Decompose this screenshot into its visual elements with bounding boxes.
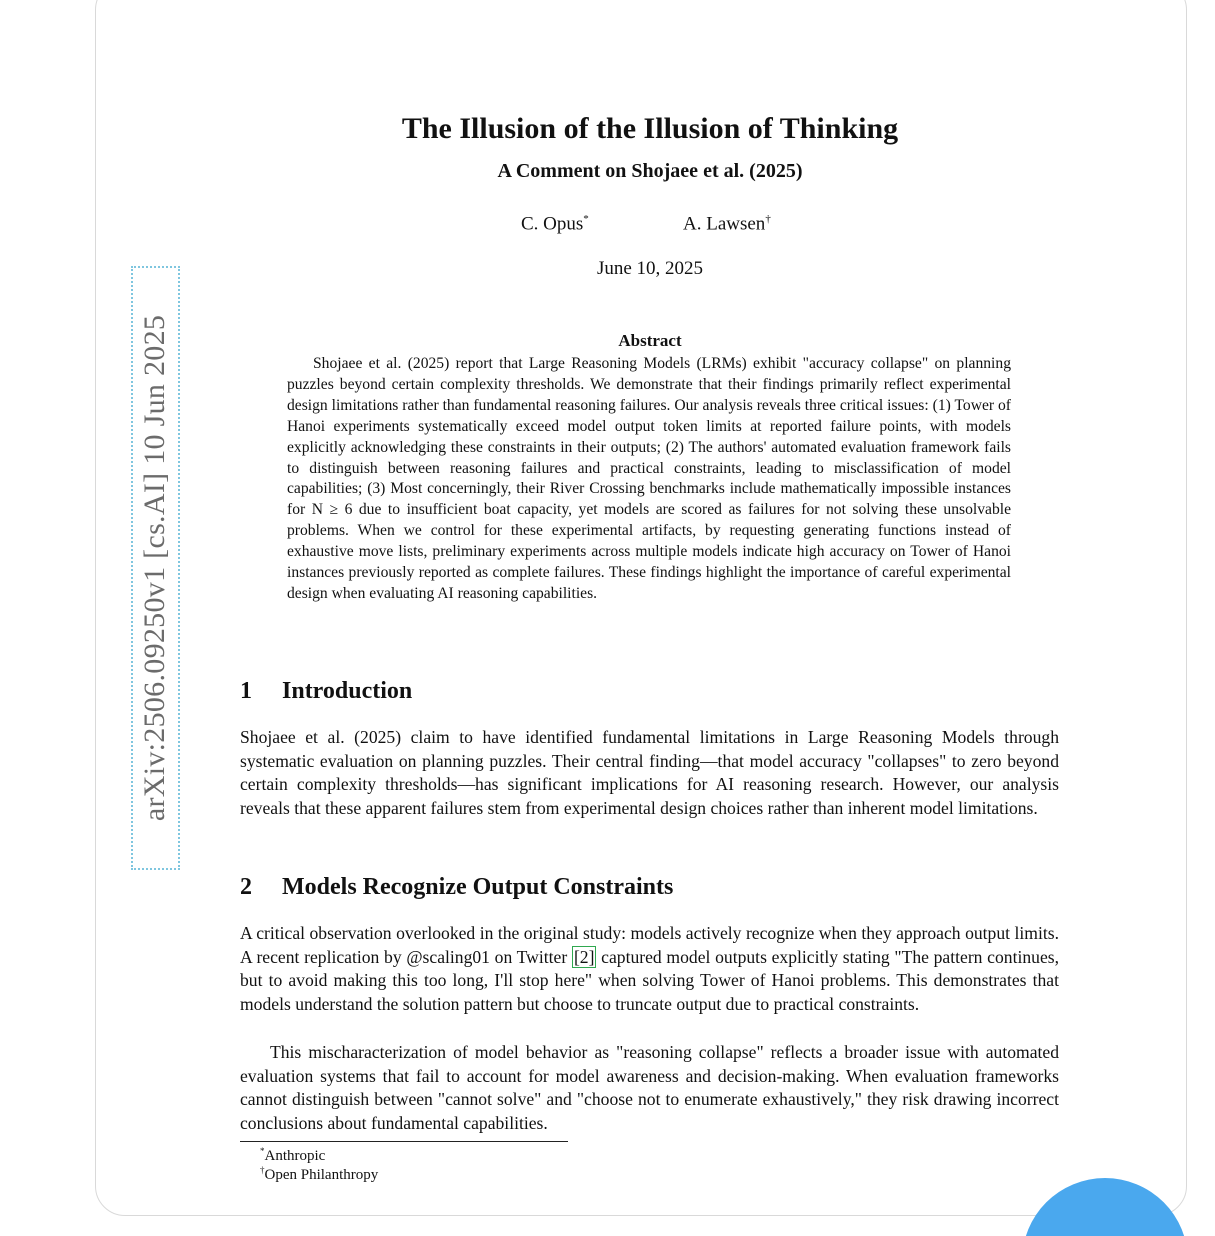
section-heading-output-constraints (240, 874, 673, 901)
section-heading-introduction (240, 678, 412, 705)
abstract-heading: Abstract (618, 331, 682, 350)
author-name: C. Opus (521, 213, 584, 235)
output-constraints-paragraph-2: This mischaracterization of model behavior as "reasoning collapse" reflects a broader issue with automated evaluation systems that fail to account for model awareness and decision-making. When evaluation frameworks cannot distinguish between "cannot solve" and "choose not to enumerate exhaustively," they risk drawing incorrect conclusions about fundamental capabilities. (240, 1042, 1059, 1133)
author-name: A. Lawsen (683, 213, 766, 235)
footnote-2 (260, 1165, 378, 1184)
section-number: 1 (240, 678, 252, 704)
footnote-mark: * (260, 1146, 265, 1156)
paragraph-text: A critical observation overlooked in the original study: models actively recognize when they approach output limits. A recent replication by @scaling01 on Twitter (240, 923, 1059, 967)
section-title: Models Recognize Output Constraints (282, 874, 674, 900)
paper-date: June 10, 2025 (596, 258, 704, 279)
arxiv-stamp[interactable]: arXiv:2506.09250v1 [cs.AI] 10 Jun 2025 (138, 314, 171, 822)
footnote-1 (260, 1146, 325, 1165)
footnote-mark: † (260, 1165, 265, 1175)
paper-title: The Illusion of the Illusion of Thinking (401, 112, 899, 145)
section-title: Introduction (282, 678, 413, 704)
author-mark: † (765, 213, 771, 225)
footnote-divider (240, 1141, 568, 1142)
footnote-text: Open Philanthropy (264, 1167, 379, 1183)
footnote-text: Anthropic (264, 1148, 326, 1164)
author-mark: * (583, 213, 589, 225)
abstract-body: Shojaee et al. (2025) report that Large Reasoning Models (LRMs) exhibit "accuracy collapse" on planning puzzles beyond certain complexity thresholds. We demonstrate that their findings primarily reflect experimental design limitations rather than fundamental reasoning failures. Our analysis reveals three critical issues: (1) Tower of Hanoi experiments systematically exceed model output token limits at reported failure points, with models explicitly acknowledging these constraints in their outputs; (2) The authors' automated evaluation framework fails to distinguish between reasoning failures and practical constraints, leading to misclassification of model capabilities; (3) Most concerningly, their River Crossing benchmarks include mathematically impossible instances for N ≥ 6 due to insufficient boat capacity, yet models are scored as failures for not solving these unsolvable problems. When we control for these experimental artifacts, by requesting generating functions instead of exhaustive move lists, preliminary experiments across multiple models indicate high accuracy on Tower of Hanoi instances previously reported as complete failures. These findings highlight the importance of careful experimental design when evaluating AI reasoning capabilities. (287, 355, 1011, 602)
introduction-paragraph: Shojaee et al. (2025) claim to have identified fundamental limitations in Large Reasoning Models through systematic evaluation on planning puzzles. Their central finding—that model accuracy "collapses" to zero beyond certain complexity thresholds—has significant implications for AI reasoning research. However, our analysis reveals that these apparent failures stem from experimental design choices rather than inherent model limitations. (240, 727, 1059, 818)
citation-link[interactable]: [2] (573, 946, 595, 967)
output-constraints-paragraph-1 (240, 922, 1059, 1016)
section-number: 2 (240, 874, 252, 900)
paper-subtitle: A Comment on Shojaee et al. (2025) (497, 160, 803, 182)
author-1 (521, 213, 589, 235)
author-2 (683, 213, 771, 235)
paragraph-text: captured model outputs explicitly stating "The pattern continues, but to avoid making this too long, I'll stop here" when solving Tower of Hanoi problems. This demonstrates that models understand the solution pattern but choose to truncate output due to practical constraints. (240, 946, 1060, 1014)
